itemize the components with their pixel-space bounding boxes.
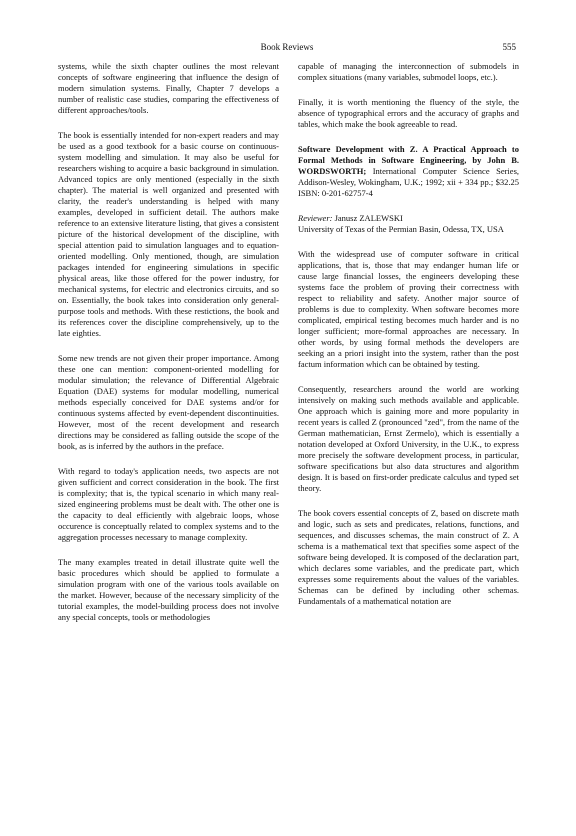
paragraph: Some new trends are not given their proper importance. Among these one can mention: component-oriented modelling for modular simulation; the relevance of Differential Algebraic Equation (DAE) systems for modular modelling, numerical methods especially conceived for DAE systems and/or for continuous systems affected by event-dependent discontinuities. However, most of the recent development and research directions may be considered as falling outside the scope of the book, as is inferred by the authors in the preface.: [58, 353, 279, 451]
review-author: by John B. WORDSWORTH;: [298, 155, 520, 176]
paragraph: capable of managing the interconnection of submodels in complex situations (many variables, submodel loops, etc.).: [298, 61, 519, 82]
page-number: 555: [502, 42, 516, 52]
review-details: International Computer Science Series, Addison-Wesley, Wokingham, U.K.; 1992; xii + 334 pp.; $32.25 ISBN: 0-201-62757-4: [298, 166, 519, 198]
paragraph: The book is essentially intended for non-expert readers and may be used as a good textbook for a basic course on continuous-system modelling and simulation. It may also be useful for researchers wishing to acquire a basic background in simulation. Advanced topics are only mentioned (especially in the sixth chapter). The material is well organized and presented with clarity, the reader's understanding is helped with many examples, developed in sufficient detail. The authors make reference to an extensive literature listing, that gives a consistent picture of the historical development of the discipline, with special attention paid to simulation languages and to equation-oriented modelling. Only mentioned, though, are simulation packages intended for engineering simulations in specific physical areas, like those offered for the power industry, for mechanical systems, for electric and electronics circuits, and so on. Essentially, the book takes into consideration only general-purpose tools and methods. With these restictions, the book and its references cover the discipline comprehensively, up to the late eighties.: [58, 130, 279, 338]
reviewer-block: [298, 213, 519, 235]
reviewer-affiliation: University of Texas of the Permian Basin, Odessa, TX, USA: [298, 224, 504, 234]
paragraph: systems, while the sixth chapter outlines the most relevant concepts of software engineering that influence the design of modern simulation systems. Finally, Chapter 7 develops a number of realistic case studies, comparing the effectiveness of different approaches/tools.: [58, 61, 279, 115]
review-title: Software Development with Z. A Practical Approach to Formal Methods in Software Engineering,: [298, 144, 519, 165]
page-header: [58, 40, 516, 54]
review-citation: [298, 144, 519, 199]
left-column: [58, 61, 279, 637]
running-title: Book Reviews: [260, 42, 314, 52]
paragraph: Finally, it is worth mentioning the fluency of the style, the absence of typographical errors and the accuracy of graphs and tables, which make the book agreeable to read.: [298, 97, 519, 129]
paragraph: With regard to today's application needs, two aspects are not given sufficient and correct consideration in the book. The first is complexity; that is, the typical scenario in which many real-sized engineering problems must be dealt with. The other one is the capacity to deal efficiently with algebraic loops, whose occurence is conceptually related to complex systems and to the aggregation processes necessary to manage complexity.: [58, 466, 279, 542]
paragraph: With the widespread use of computer software in critical applications, that is, those that may endanger human life or cause large financial losses, the engineers developing these systems face the problem of proving their correctness with respect to reliability and safety. Another major source of problems is due to complexity. When software becomes more complicated, empirical testing becomes much harder and is no longer sufficient; more-formal approaches are necessary. In other words, by using formal methods the developers are seeking an a priori insight into the system, rather than the post factum information which can be obtained by testing.: [298, 249, 519, 369]
paragraph: Consequently, researchers around the world are working intensively on making such methods available and applicable. One approach which is gaining more and more popularity in recent years is called Z (pronounced "zed", from the name of the German mathematician, Ernst Zermelo), which is essentially a notation developed at Oxford University, in the U.K., to express more precisely the software development process, in particular, software specifications but also data structures and algorithm design. It is based on first-order predicate calculus and typed set theory.: [298, 384, 519, 493]
reviewer-label: Reviewer:: [298, 213, 333, 223]
right-column: [298, 61, 519, 621]
paragraph: The many examples treated in detail illustrate quite well the basic procedures which should be applied to formulate a simulation program with one of the various tools available on the market. However, because of the necessary simplicity of the tutorial examples, the model-building process does not involve any special concepts, tools or methodologies: [58, 557, 279, 622]
paragraph: The book covers essential concepts of Z, based on discrete math and logic, such as sets and predicates, relations, functions, and sequences, and discusses schemas, the main construct of Z. A schema is a mathematical text that specifies some aspect of the software being developed. It is composed of the declaration part, which declares some variables, and the predicate part, which expresses some requirements about the values of the variables. Schemas can be defined by including other schemas. Fundamentals of a mathematical notation are: [298, 508, 519, 606]
reviewer-name: Janusz ZALEWSKI: [334, 213, 403, 223]
